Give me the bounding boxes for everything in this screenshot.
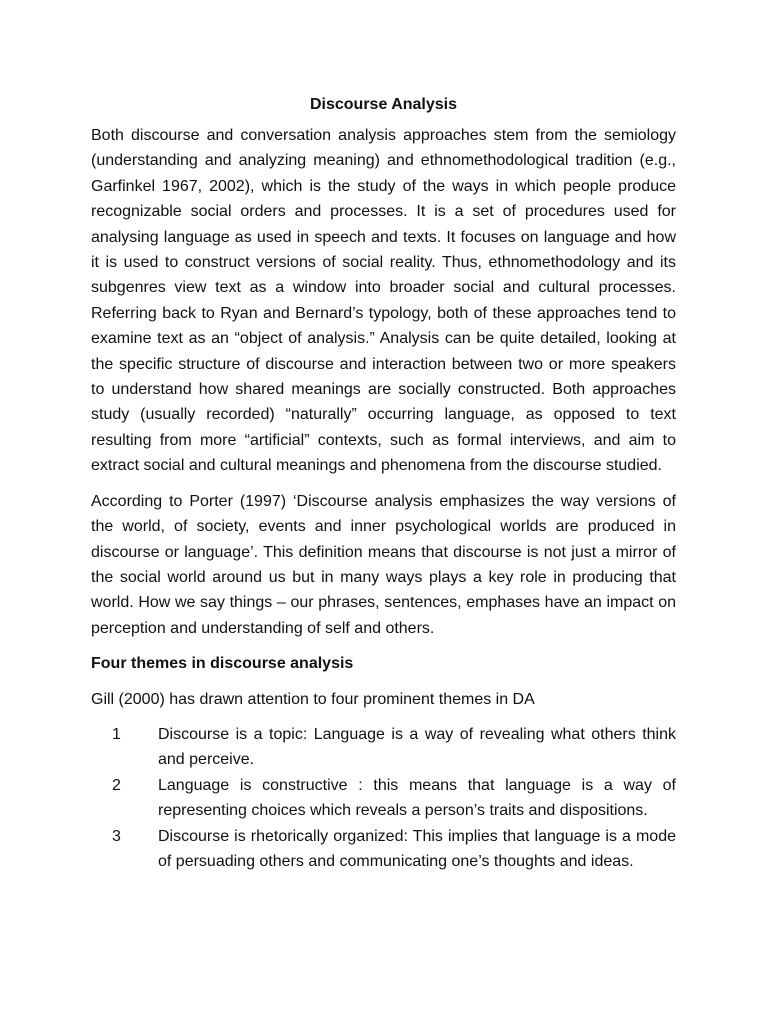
list-item-text: Discourse is rhetorically organized: This implies that language is a mode of persuading others and communicating one’s thoughts and ideas.	[158, 827, 676, 870]
list-item-number: 2	[112, 776, 121, 794]
list-item-text: Language is constructive : this means that language is a way of representing choices which reveals a person’s traits and dispositions.	[158, 776, 676, 820]
list-item	[91, 722, 676, 773]
document-page	[91, 92, 676, 874]
section-heading: Four themes in discourse analysis	[91, 655, 354, 673]
list-item	[91, 824, 676, 875]
paragraph-intro: Both discourse and conversation analysis approaches stem from the semiology (understanding and analyzing meaning) and ethnomethodological tradition (e.g., Garfinkel 1967, 2002), which is the study of the ways in which people produce recognizable social orders and processes. It is a set of procedures used for analysing language as used in speech and texts. It focuses on language and how it is used to construct versions of social reality. Thus, ethnomethodology and its subgenres view text as a window into broader social and cultural processes. Referring back to Ryan and Bernard’s typology, both of these approaches tend to examine text as an “object of analysis.” Analysis can be quite detailed, looking at the specific structure of discourse and interaction between two or more speakers to understand how shared meanings are socially constructed. Both approaches study (usually recorded) “naturally” occurring language, as opposed to text resulting from more “artificial” contexts, such as formal interviews, and aim to extract social and cultural meanings and phenomena from the discourse studied.	[91, 127, 676, 475]
list-item-number: 3	[112, 827, 121, 845]
themes-list	[91, 722, 676, 874]
list-item-text: Discourse is a topic: Language is a way of revealing what others think and perceive.	[158, 725, 676, 769]
document-title: Discourse Analysis	[309, 96, 458, 113]
list-item-number: 1	[112, 725, 121, 743]
list-item	[91, 773, 676, 824]
section-intro: Gill (2000) has drawn attention to four prominent themes in DA	[91, 690, 535, 708]
paragraph-porter: According to Porter (1997) ‘Discourse analysis emphasizes the way versions of the world, of society, events and inner psychological worlds are produced in discourse or language’. This definition means that discourse is not just a mirror of the social world around us but in many ways plays a key role in producing that world. How we say things – our phrases, sentences, emphases have an impact on perception and understanding of self and others.	[91, 492, 676, 637]
